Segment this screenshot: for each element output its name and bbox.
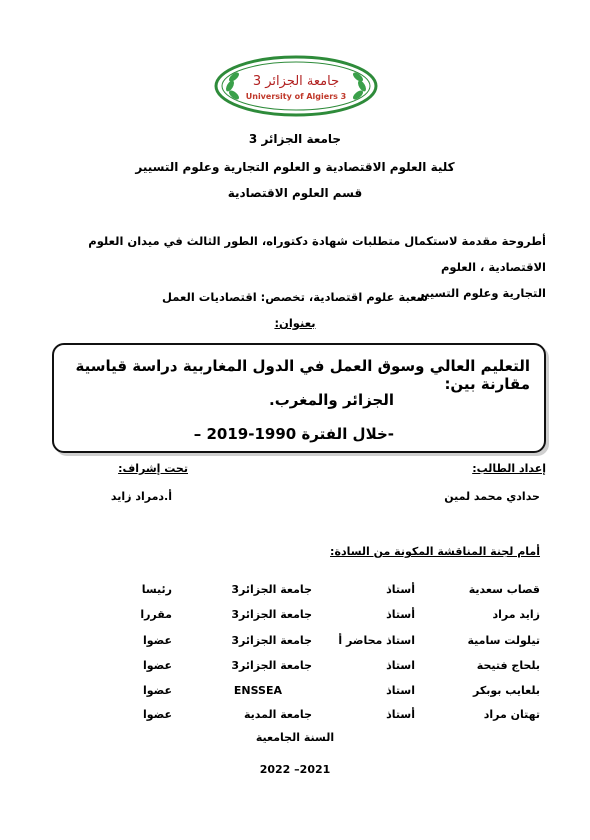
member-rank: استاذ [386, 659, 415, 672]
thesis-title-line3: -خلال الفترة 1990-2019 – [193, 425, 394, 443]
member-role: عضوا [142, 708, 172, 721]
member-rank: أستاذ [386, 608, 415, 621]
academic-year-label: السنة الجامعية [255, 731, 335, 744]
logo-arabic-name: جامعة الجزائر 3 [252, 74, 340, 89]
member-name: بلحاج فتيحة [476, 659, 540, 672]
member-name: قصاب سعدية [468, 583, 540, 596]
department-name: قسم العلوم الاقتصادية [227, 186, 363, 200]
thesis-description-line1: أطروحة مقدمة لاستكمال متطلبات شهادة دكتوراه، الطور الثالث في ميدان العلوم الاقتصادية ، العلوم [88, 234, 546, 274]
member-name: تهتان مراد [483, 708, 540, 721]
committee-row [0, 708, 590, 728]
academic-year-value: 2022 –2021 [259, 763, 331, 776]
member-institution: جامعة المدية [243, 708, 312, 721]
member-rank: استاذ محاضر أ [338, 634, 415, 647]
member-name: زايد مراد [492, 608, 540, 621]
member-institution: جامعة الجزائر3 [231, 659, 312, 672]
member-role: عضوا [142, 684, 172, 697]
member-role: مقررا [140, 608, 172, 621]
committee-label: أمام لجنة المناقشة المكونة من السادة: [330, 545, 540, 558]
thesis-title-line1: التعليم العالي وسوق العمل في الدول المغاربية دراسة قياسية مقارنة بين: [75, 357, 530, 393]
member-role: عضوا [142, 634, 172, 647]
student-name: حدادي محمد لمين [444, 490, 540, 503]
supervisor-label: تحت إشراف: [118, 462, 188, 475]
member-institution: جامعة الجزائر3 [231, 634, 312, 647]
branch-specialty: شعبة علوم اقتصادية، تخصص: اقتصاديات العمل [162, 290, 428, 304]
member-rank: أستاذ [386, 708, 415, 721]
member-institution: جامعة الجزائر3 [231, 608, 312, 621]
member-role: عضوا [142, 659, 172, 672]
committee-row [0, 608, 590, 628]
member-rank: استاذ [386, 684, 415, 697]
supervisor-name: أ.دمراد زايد [110, 490, 172, 503]
title-label: بعنوان: [274, 316, 316, 330]
committee-row [0, 684, 590, 704]
thesis-title-line2: الجزائر والمغرب. [269, 391, 394, 409]
member-name: بلعايب بوبكر [473, 684, 540, 697]
member-institution: جامعة الجزائر3 [231, 583, 312, 596]
prepared-by-label: إعداد الطالب: [472, 462, 546, 475]
member-role: رئيسا [141, 583, 172, 596]
committee-row [0, 659, 590, 679]
thesis-description-line2: التجارية وعلوم التسيير [417, 286, 546, 300]
member-rank: أستاذ [386, 583, 415, 596]
committee-row [0, 583, 590, 603]
committee-row [0, 634, 590, 654]
thesis-title-box [52, 343, 546, 453]
logo-latin-name: University of Algiers 3 [245, 92, 347, 101]
member-institution: ENSSEA [233, 684, 282, 697]
university-name: جامعة الجزائر 3 [248, 132, 342, 146]
faculty-name: كلية العلوم الاقتصادية و العلوم التجارية وعلوم التسيير [135, 160, 455, 174]
member-name: تيلولت سامية [467, 634, 540, 647]
university-logo [214, 55, 378, 117]
